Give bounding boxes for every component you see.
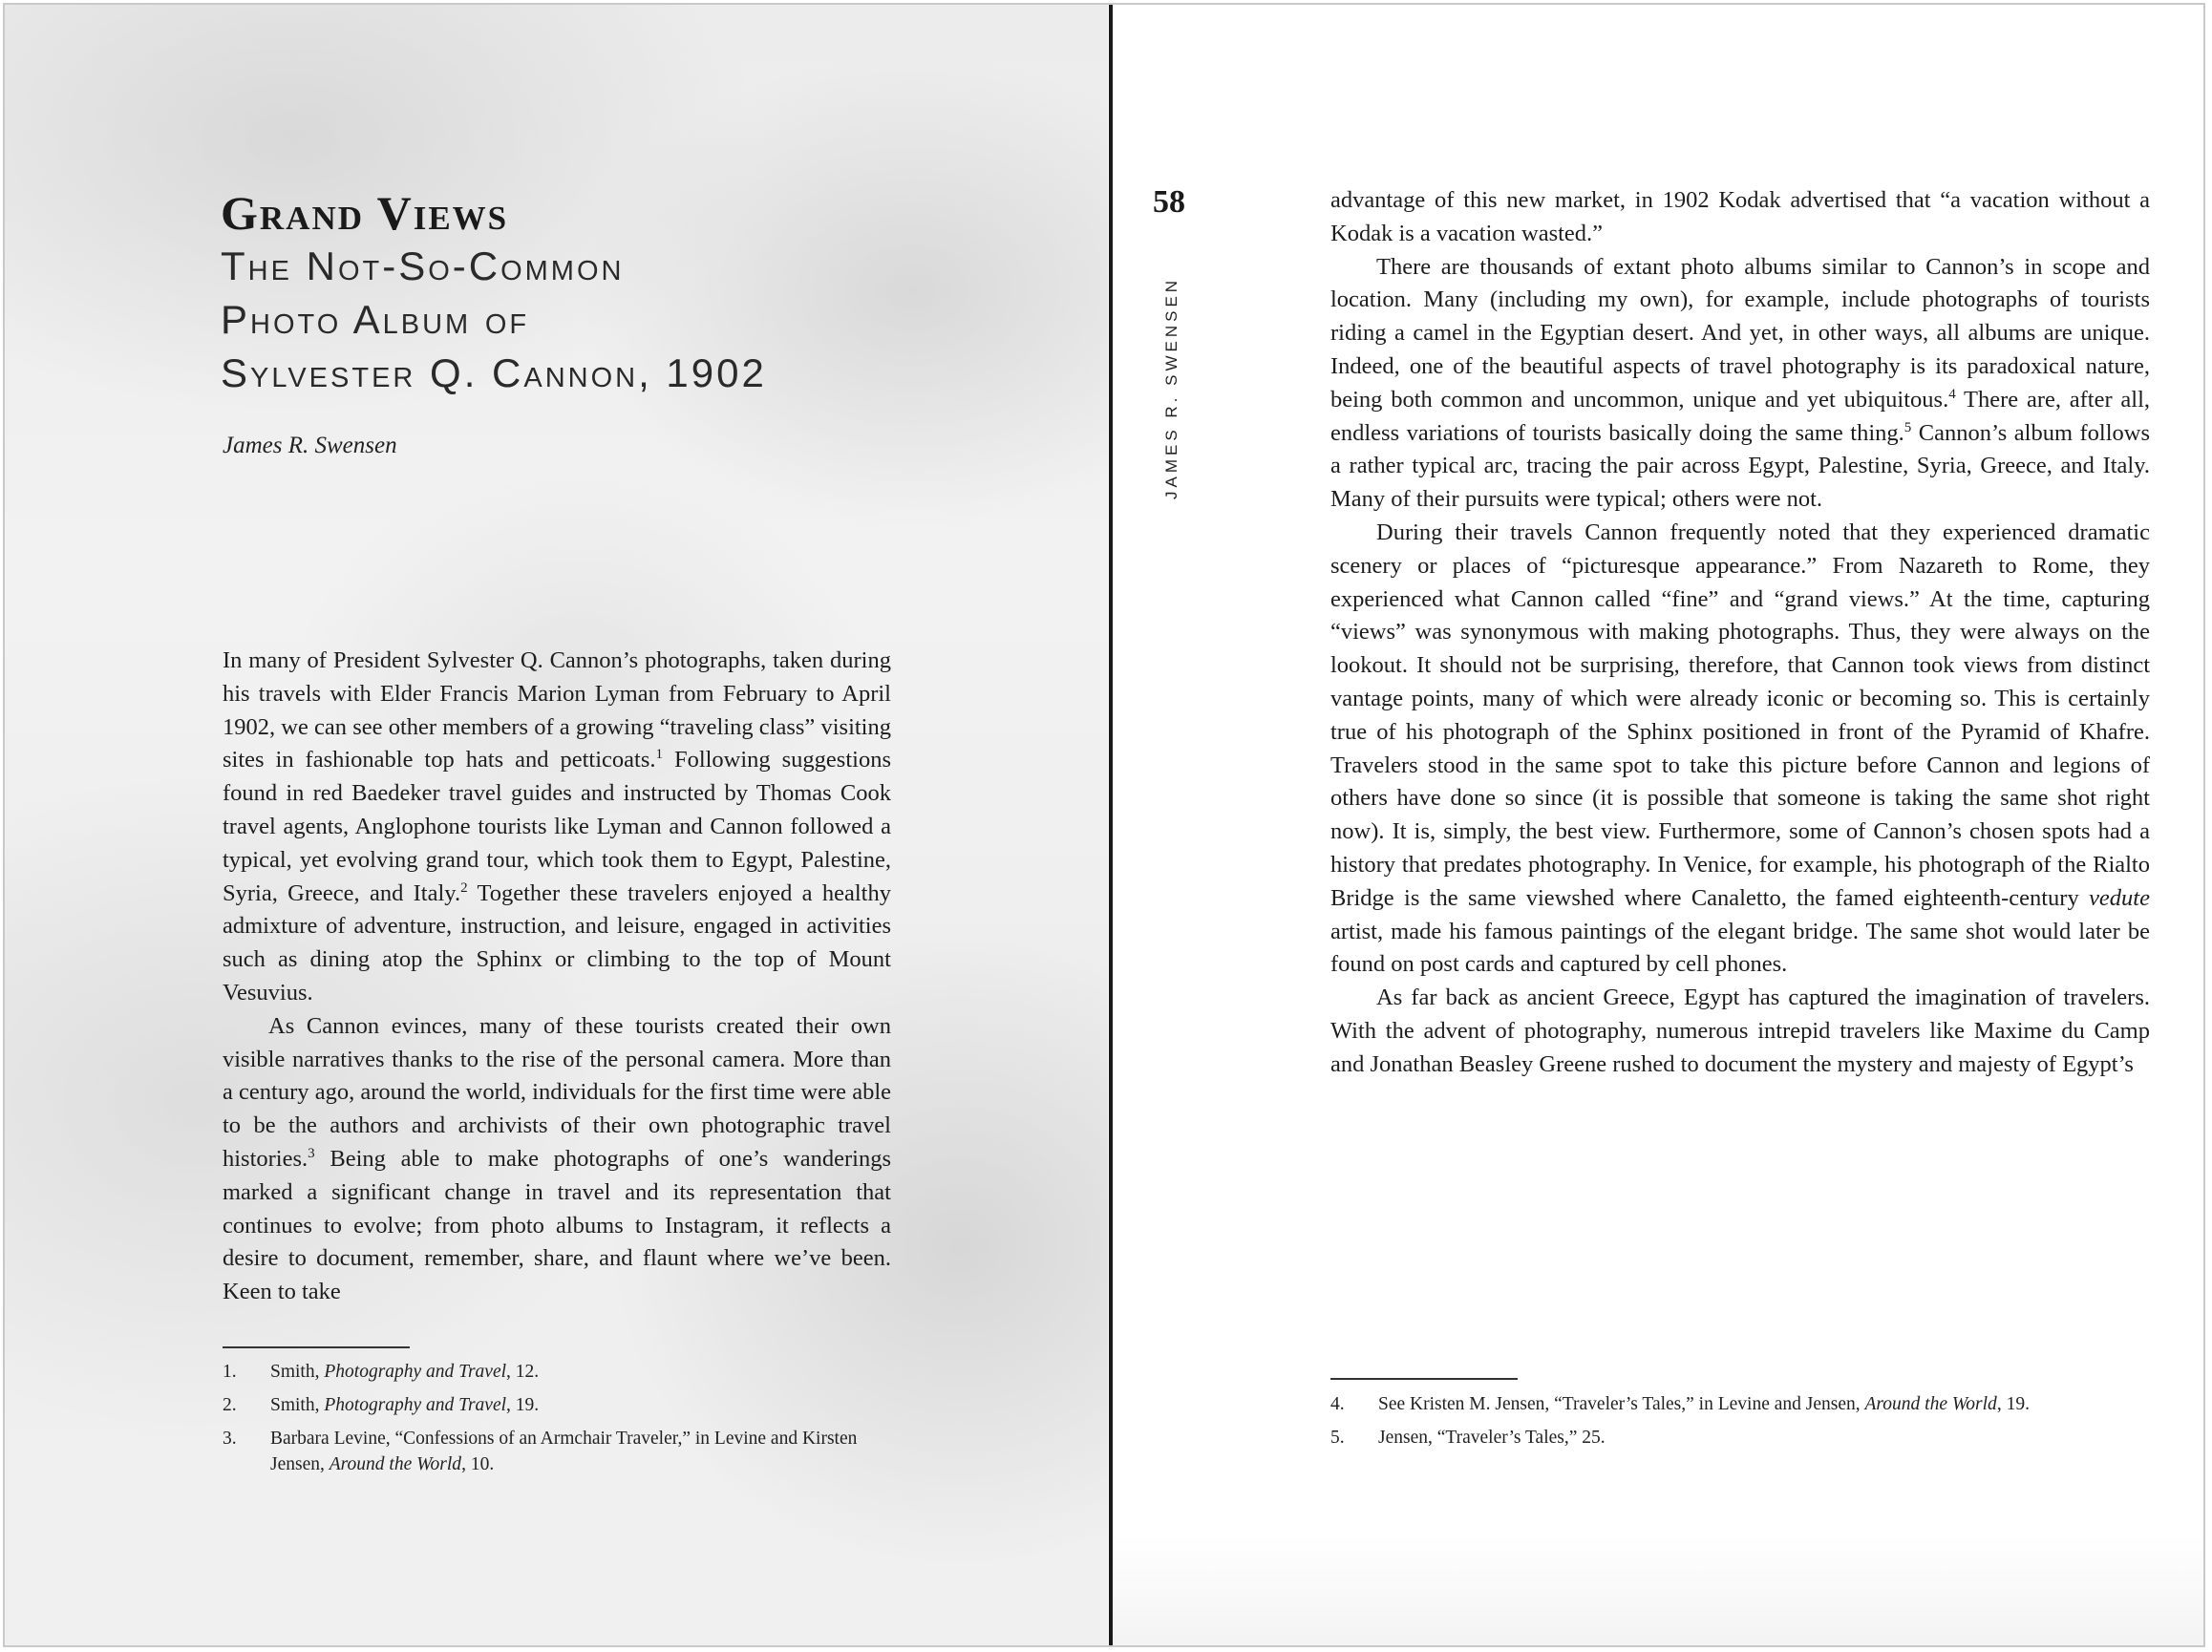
text-run: During their travels Cannon frequently noted that they experienced dramatic scenery or places of “picturesque appearance.” From Nazareth to Rome, they experienced what Cannon called “fine” and “grand views.” At the time, capturing “views” was synonymous with making photographs. Thus, they were always on the lookout. It should not be surprising, therefore, that Cannon took views from distinct vantage points, many of which were already iconic or becoming so. This is certainly true of his photograph of the Sphinx positioned in front of the Pyramid of Khafre. Travelers stood in the same spot to take this picture before Cannon and legions of others have done so since (it is possible that someone is taking the same shot right now). It is, simply, the best view. Furthermore, some of Cannon’s chosen spots had a history that predates photography. In Venice, for example, his photograph of the Rialto Bridge is the same viewshed where Canaletto, the famed eighteenth-century (1330, 519, 2150, 911)
footnote-reference: 2 (460, 879, 468, 896)
text-run: Barbara Levine, “Confessions of an Armchair Traveler,” in Levine and Kirsten Jensen, (270, 1429, 858, 1474)
italic-text: Around the World (1864, 1394, 1997, 1414)
footnote-text (1378, 1425, 2150, 1451)
italic-text: Photography and Travel (324, 1395, 507, 1415)
chapter-title: Grand Views (221, 186, 509, 240)
italic-text: vedute (2089, 884, 2150, 911)
footnote-number: 4. (1330, 1394, 1345, 1414)
footnote-reference: 3 (308, 1145, 315, 1161)
footnote-number: 5. (1330, 1428, 1345, 1448)
footnote-text (270, 1426, 891, 1477)
page-shadow (1113, 1535, 2205, 1647)
running-head: JAMES R. SWENSEN (1162, 276, 1180, 499)
text-run: artist, made his famous paintings of the elegant bridge. The same shot would later be found on post cards and captured by cell phones. (1330, 918, 2150, 978)
footnote (223, 1426, 891, 1477)
right-footnotes (1330, 1391, 2150, 1458)
page-number: 58 (1153, 184, 1185, 220)
italic-text: Photography and Travel (324, 1362, 507, 1382)
text-run: , 10. (461, 1454, 495, 1474)
paragraph (223, 1010, 891, 1309)
footnote-text (270, 1392, 891, 1418)
text-run: In many of President Sylvester Q. Cannon’s photographs, taken during his travels with Elder Francis Marion Lyman from February to April 1902, we can see other members of a growing “traveling class” visiting sites in fashionable top hats and petticoats. (223, 647, 891, 773)
footnote (223, 1359, 891, 1385)
text-run: Being able to make photographs of one’s wanderings marked a significant change in travel and its representation that continues to evolve; from photo albums to Instagram, it reflects a desire to document, remember, share, and flaunt where we’ve been. Keen to take (223, 1145, 891, 1305)
footnote-text (1378, 1391, 2150, 1417)
text-run: Smith, (270, 1362, 325, 1382)
chapter-subtitle-line-2: Photo Album of (221, 297, 530, 342)
footnote-reference: 5 (1904, 419, 1912, 435)
text-run: Cannon’s album follows a rather typical arc, tracing the pair across Egypt, Palestine, Syria, Greece, and Italy. Many of their pursuits were typical; others were not. (1330, 419, 2150, 513)
left-body-text (223, 645, 891, 1309)
text-run: Together these travelers enjoyed a healthy admixture of adventure, instruction, and leisure, engaged in activities such as dining atop the Sphinx or climbing to the top of Mount Vesuvius. (223, 879, 891, 1006)
text-run: There are thousands of extant photo albums similar to Cannon’s in scope and location. Many (including my own), for example, include photographs of tourists riding a camel in the Egyptian desert. And yet, in other ways, all albums are unique. Indeed, one of the beautiful aspects of travel photography is its paradoxical nature, being both common and uncommon, unique and yet ubiquitous. (1330, 253, 2150, 413)
left-page (5, 5, 1108, 1647)
left-footnotes (223, 1359, 891, 1485)
book-spread (3, 3, 2205, 1647)
footnote-reference: 4 (1948, 386, 1956, 402)
footnote-rule (223, 1346, 410, 1348)
text-run: As Cannon evinces, many of these tourists created their own visible narratives thanks to the rise of the personal camera. More than a century ago, around the world, individuals for the first time were able to be the authors and archivists of their own photographic travel histories. (223, 1012, 891, 1172)
paragraph (1330, 982, 2150, 1081)
footnote-number: 1. (223, 1362, 237, 1382)
paragraph (1330, 517, 2150, 982)
footnote-text (270, 1359, 891, 1385)
footnote-reference: 1 (655, 747, 663, 763)
paragraph (223, 645, 891, 1010)
text-run: Smith, (270, 1395, 325, 1415)
text-run: Following suggestions found in red Baedeker travel guides and instructed by Thomas Cook travel agents, Anglophone tourists like Lyman and Cannon followed a typical, yet evolving grand tour, which took them to Egypt, Palestine, Syria, Greece, and Italy. (223, 747, 891, 906)
text-run: , 19. (506, 1395, 540, 1415)
right-page (1113, 5, 2205, 1647)
paragraph (1330, 184, 2150, 251)
text-run: See Kristen M. Jensen, “Traveler’s Tales,” in Levine and Jensen, (1378, 1394, 1865, 1414)
footnote (1330, 1425, 2150, 1451)
chapter-subtitle-line-1: The Not-So-Common (221, 244, 625, 288)
text-run: , 12. (506, 1362, 540, 1382)
footnote (223, 1392, 891, 1418)
text-run: , 19. (1996, 1394, 2030, 1414)
author-byline: James R. Swensen (223, 433, 397, 458)
text-run: advantage of this new market, in 1902 Kodak advertised that “a vacation without a Kodak is a vacation wasted.” (1330, 187, 2150, 246)
title-block (221, 186, 946, 400)
text-run: Jensen, “Traveler’s Tales,” 25. (1378, 1428, 1606, 1448)
footnote-number: 3. (223, 1429, 237, 1449)
text-run: There are, after all, endless variations of tourists basically doing the same thing. (1330, 386, 2151, 446)
footnote-number: 2. (223, 1395, 237, 1415)
footnote (1330, 1391, 2150, 1417)
chapter-subtitle-line-3: Sylvester Q. Cannon, 1902 (221, 350, 767, 395)
paragraph (1330, 251, 2150, 517)
text-run: As far back as ancient Greece, Egypt has captured the imagination of travelers. With the advent of photography, numerous intrepid travelers like Maxime du Camp and Jonathan Beasley Greene rushed to document the mystery and majesty of Egypt’s (1330, 985, 2150, 1077)
footnote-rule (1330, 1378, 1518, 1380)
italic-text: Around the World (329, 1454, 462, 1474)
right-body-text (1330, 184, 2150, 1082)
